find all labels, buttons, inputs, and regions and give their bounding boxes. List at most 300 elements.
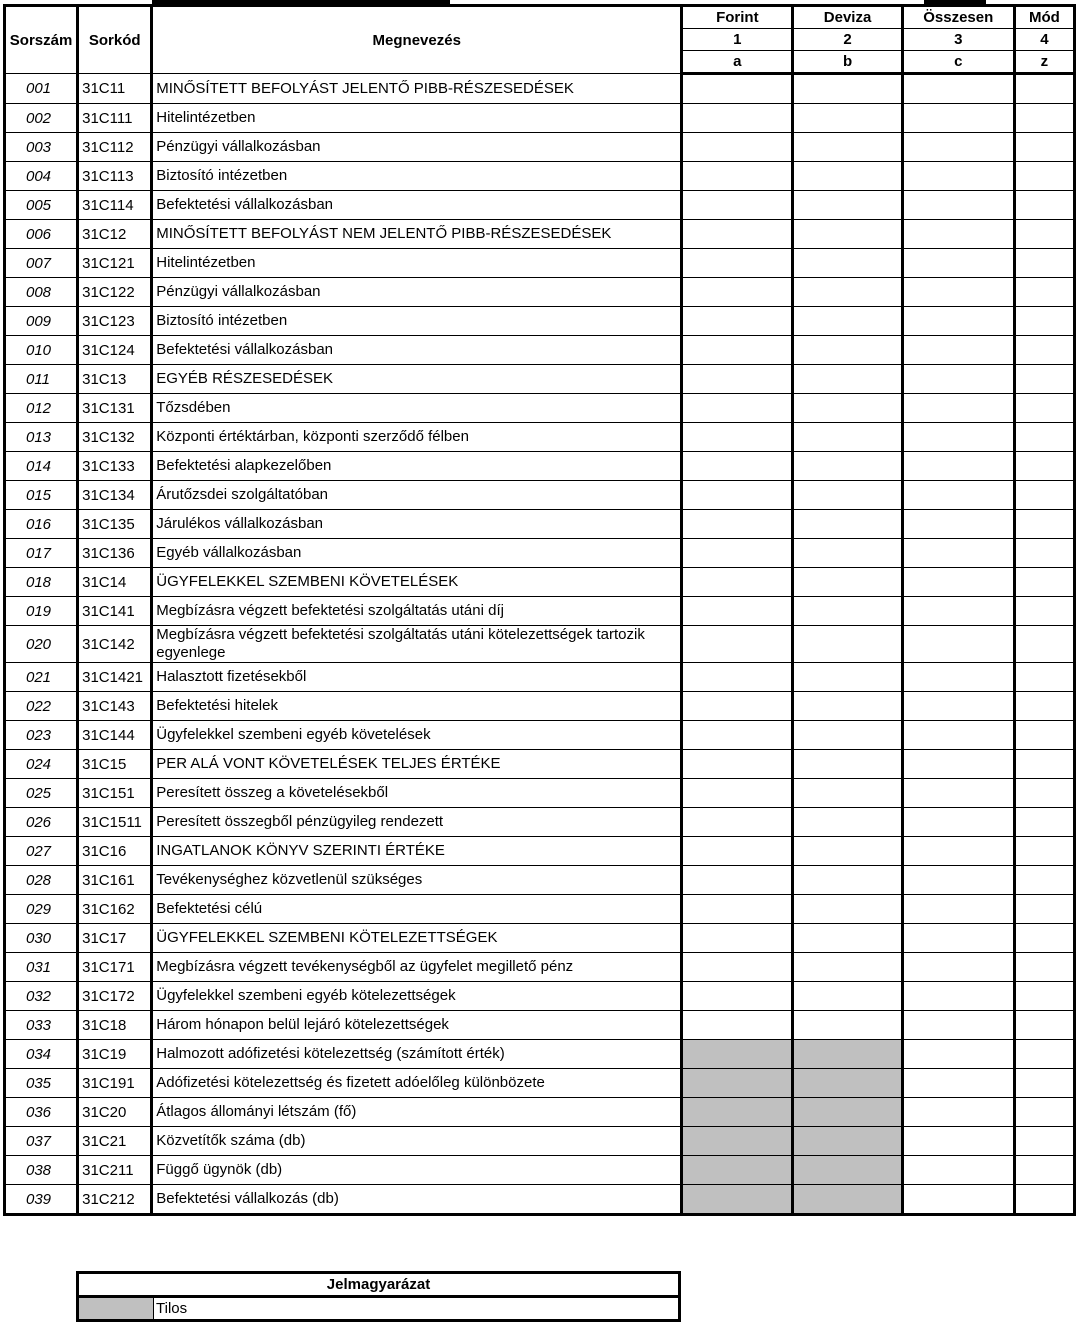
table-row [5,808,1075,837]
value-cell-forint[interactable] [682,808,793,837]
row-name: Biztosító intézetben [152,162,682,191]
row-code: 31C131 [78,394,152,423]
row-name: Közvetítők száma (db) [152,1127,682,1156]
row-number: 030 [5,924,78,953]
table-row [5,394,1075,423]
legend-table [76,1271,681,1322]
value-cell-deviza[interactable] [793,692,902,721]
value-cell-deviza [793,1069,902,1098]
value-cell-osszesen[interactable] [902,750,1014,779]
value-cell-mod[interactable] [1014,510,1074,539]
row-name: Pénzügyi vállalkozásban [152,278,682,307]
row-name: Függő ügynök (db) [152,1156,682,1185]
row-name: Biztosító intézetben [152,307,682,336]
value-cell-forint [682,1069,793,1098]
value-cell-mod[interactable] [1014,692,1074,721]
value-cell-osszesen[interactable] [902,394,1014,423]
table-row [5,568,1075,597]
value-cell-mod[interactable] [1014,779,1074,808]
column-number: 3 [902,29,1014,51]
value-cell-mod[interactable] [1014,808,1074,837]
value-cell-forint[interactable] [682,539,793,568]
row-code: 31C19 [78,1040,152,1069]
column-name-deviza: Deviza [793,6,902,29]
row-name: Halasztott fizetésekből [152,663,682,692]
row-number: 018 [5,568,78,597]
value-cell-osszesen[interactable] [902,721,1014,750]
value-cell-deviza[interactable] [793,779,902,808]
value-cell-deviza[interactable] [793,307,902,336]
column-code: z [1014,51,1074,74]
row-code: 31C121 [78,249,152,278]
value-cell-mod[interactable] [1014,481,1074,510]
row-number: 019 [5,597,78,626]
value-cell-osszesen[interactable] [902,1127,1014,1156]
value-cell-deviza[interactable] [793,982,902,1011]
value-cell-osszesen[interactable] [902,336,1014,365]
value-cell-forint[interactable] [682,336,793,365]
row-name: Hitelintézetben [152,104,682,133]
row-name: INGATLANOK KÖNYV SZERINTI ÉRTÉKE [152,837,682,866]
row-number: 036 [5,1098,78,1127]
value-cell-deviza[interactable] [793,597,902,626]
value-cell-osszesen[interactable] [902,1069,1014,1098]
row-code: 31C133 [78,452,152,481]
value-cell-deviza[interactable] [793,365,902,394]
value-cell-deviza[interactable] [793,866,902,895]
row-code: 31C142 [78,626,152,663]
value-cell-osszesen[interactable] [902,74,1014,104]
value-cell-mod[interactable] [1014,626,1074,663]
row-code: 31C172 [78,982,152,1011]
value-cell-deviza[interactable] [793,808,902,837]
value-cell-mod[interactable] [1014,924,1074,953]
row-name: Befektetési hitelek [152,692,682,721]
row-number: 033 [5,1011,78,1040]
row-code: 31C17 [78,924,152,953]
row-number: 026 [5,808,78,837]
value-cell-deviza[interactable] [793,394,902,423]
value-cell-forint[interactable] [682,249,793,278]
row-number: 025 [5,779,78,808]
table-row [5,597,1075,626]
table-row [5,307,1075,336]
row-code: 31C20 [78,1098,152,1127]
row-name: Befektetési vállalkozásban [152,191,682,220]
row-number: 029 [5,895,78,924]
value-cell-forint[interactable] [682,779,793,808]
row-name: Tevékenységhez közvetlenül szükséges [152,866,682,895]
value-cell-forint[interactable] [682,568,793,597]
value-cell-forint[interactable] [682,895,793,924]
value-cell-osszesen[interactable] [902,1098,1014,1127]
value-cell-osszesen[interactable] [902,895,1014,924]
header-sorkod: Sorkód [78,6,152,74]
value-cell-deviza[interactable] [793,133,902,162]
table-row [5,104,1075,133]
table-row [5,481,1075,510]
value-cell-forint [682,1098,793,1127]
value-cell-mod[interactable] [1014,423,1074,452]
row-code: 31C151 [78,779,152,808]
table-row [5,953,1075,982]
table-row [5,452,1075,481]
table-row [5,1185,1075,1215]
row-name: Befektetési vállalkozásban [152,336,682,365]
value-cell-deviza [793,1040,902,1069]
legend-title: Jelmagyarázat [78,1273,680,1297]
value-cell-mod[interactable] [1014,539,1074,568]
value-cell-mod[interactable] [1014,953,1074,982]
header-sorszam: Sorszám [5,6,78,74]
value-cell-deviza[interactable] [793,568,902,597]
table-row [5,365,1075,394]
value-cell-mod[interactable] [1014,597,1074,626]
value-cell-forint[interactable] [682,626,793,663]
value-cell-osszesen[interactable] [902,626,1014,663]
table-row [5,249,1075,278]
value-cell-osszesen[interactable] [902,1156,1014,1185]
value-cell-forint[interactable] [682,162,793,191]
value-cell-forint[interactable] [682,982,793,1011]
value-cell-mod[interactable] [1014,837,1074,866]
header-megnevezes: Megnevezés [152,6,682,74]
table-row [5,191,1075,220]
row-name: Három hónapon belül lejáró kötelezettségek [152,1011,682,1040]
value-cell-deviza[interactable] [793,423,902,452]
row-number: 012 [5,394,78,423]
row-code: 31C18 [78,1011,152,1040]
value-cell-deviza[interactable] [793,278,902,307]
row-name: Járulékos vállalkozásban [152,510,682,539]
row-number: 001 [5,74,78,104]
row-name: Pénzügyi vállalkozásban [152,133,682,162]
value-cell-forint[interactable] [682,133,793,162]
value-cell-forint[interactable] [682,721,793,750]
table-row [5,895,1075,924]
value-cell-mod[interactable] [1014,365,1074,394]
row-name: Megbízásra végzett befektetési szolgáltatás utáni kötelezettségek tartozik egyenlege [152,626,682,663]
value-cell-mod[interactable] [1014,866,1074,895]
legend-swatch [78,1297,154,1321]
row-name: Adófizetési kötelezettség és fizetett adóelőleg különbözete [152,1069,682,1098]
value-cell-mod[interactable] [1014,336,1074,365]
table-row [5,663,1075,692]
value-cell-deviza[interactable] [793,1011,902,1040]
value-cell-osszesen[interactable] [902,953,1014,982]
row-number: 032 [5,982,78,1011]
value-cell-deviza[interactable] [793,510,902,539]
row-code: 31C211 [78,1156,152,1185]
value-cell-deviza[interactable] [793,220,902,249]
row-name: Egyéb vállalkozásban [152,539,682,568]
value-cell-mod[interactable] [1014,568,1074,597]
value-cell-forint[interactable] [682,481,793,510]
table-row [5,1098,1075,1127]
value-cell-forint [682,1185,793,1215]
value-cell-deviza[interactable] [793,895,902,924]
table-row [5,750,1075,779]
table-row [5,133,1075,162]
value-cell-mod[interactable] [1014,1098,1074,1127]
value-cell-osszesen[interactable] [902,191,1014,220]
value-cell-osszesen[interactable] [902,510,1014,539]
row-number: 003 [5,133,78,162]
value-cell-deviza[interactable] [793,924,902,953]
value-cell-mod[interactable] [1014,750,1074,779]
value-cell-deviza [793,1098,902,1127]
value-cell-osszesen[interactable] [902,220,1014,249]
value-cell-forint [682,1040,793,1069]
column-number: 2 [793,29,902,51]
column-code: a [682,51,793,74]
table-body [5,74,1075,1215]
row-code: 31C191 [78,1069,152,1098]
value-cell-osszesen[interactable] [902,1185,1014,1215]
value-cell-mod[interactable] [1014,133,1074,162]
value-cell-forint[interactable] [682,452,793,481]
value-cell-forint[interactable] [682,866,793,895]
table-row [5,866,1075,895]
row-name: Befektetési alapkezelőben [152,452,682,481]
column-name-mod: Mód [1014,6,1074,29]
value-cell-osszesen[interactable] [902,162,1014,191]
row-number: 035 [5,1069,78,1098]
value-cell-mod[interactable] [1014,452,1074,481]
value-cell-forint[interactable] [682,278,793,307]
value-cell-osszesen[interactable] [902,779,1014,808]
row-name: Ügyfelekkel szembeni egyéb kötelezettségek [152,982,682,1011]
value-cell-osszesen[interactable] [902,866,1014,895]
value-cell-osszesen[interactable] [902,924,1014,953]
value-cell-mod[interactable] [1014,1040,1074,1069]
value-cell-mod[interactable] [1014,162,1074,191]
value-cell-deviza[interactable] [793,953,902,982]
value-cell-deviza [793,1185,902,1215]
value-cell-mod[interactable] [1014,895,1074,924]
row-code: 31C134 [78,481,152,510]
row-code: 31C136 [78,539,152,568]
row-code: 31C12 [78,220,152,249]
row-number: 016 [5,510,78,539]
value-cell-forint[interactable] [682,837,793,866]
value-cell-mod[interactable] [1014,249,1074,278]
value-cell-osszesen[interactable] [902,307,1014,336]
table-row [5,162,1075,191]
row-code: 31C144 [78,721,152,750]
row-number: 009 [5,307,78,336]
row-code: 31C21 [78,1127,152,1156]
row-code: 31C161 [78,866,152,895]
value-cell-osszesen[interactable] [902,597,1014,626]
value-cell-forint[interactable] [682,1011,793,1040]
row-code: 31C135 [78,510,152,539]
value-cell-deviza[interactable] [793,721,902,750]
row-name: Ügyfelekkel szembeni egyéb követelések [152,721,682,750]
row-name: Befektetési vállalkozás (db) [152,1185,682,1215]
row-name: Hitelintézetben [152,249,682,278]
row-code: 31C162 [78,895,152,924]
row-number: 006 [5,220,78,249]
row-code: 31C16 [78,837,152,866]
value-cell-osszesen[interactable] [902,365,1014,394]
value-cell-mod[interactable] [1014,394,1074,423]
row-code: 31C13 [78,365,152,394]
table-row [5,692,1075,721]
row-code: 31C171 [78,953,152,982]
row-name: Befektetési célú [152,895,682,924]
value-cell-mod[interactable] [1014,663,1074,692]
row-code: 31C11 [78,74,152,104]
table-row [5,779,1075,808]
value-cell-forint[interactable] [682,692,793,721]
row-number: 038 [5,1156,78,1185]
row-number: 023 [5,721,78,750]
value-cell-osszesen[interactable] [902,278,1014,307]
value-cell-deviza[interactable] [793,626,902,663]
row-number: 024 [5,750,78,779]
value-cell-deviza[interactable] [793,191,902,220]
table-row [5,336,1075,365]
value-cell-mod[interactable] [1014,191,1074,220]
value-cell-deviza[interactable] [793,162,902,191]
row-code: 31C114 [78,191,152,220]
row-code: 31C111 [78,104,152,133]
value-cell-mod[interactable] [1014,1127,1074,1156]
value-cell-osszesen[interactable] [902,104,1014,133]
value-cell-osszesen[interactable] [902,982,1014,1011]
row-code: 31C122 [78,278,152,307]
value-cell-mod[interactable] [1014,1156,1074,1185]
row-number: 027 [5,837,78,866]
table-row [5,626,1075,663]
row-number: 007 [5,249,78,278]
row-number: 008 [5,278,78,307]
value-cell-deviza[interactable] [793,74,902,104]
legend-label: Tilos [154,1297,680,1321]
value-cell-deviza[interactable] [793,104,902,133]
value-cell-deviza[interactable] [793,249,902,278]
value-cell-forint[interactable] [682,104,793,133]
row-number: 002 [5,104,78,133]
value-cell-mod[interactable] [1014,1069,1074,1098]
row-code: 31C1511 [78,808,152,837]
column-name-osszesen: Összesen [902,6,1014,29]
value-cell-forint[interactable] [682,365,793,394]
row-number: 031 [5,953,78,982]
value-cell-mod[interactable] [1014,74,1074,104]
value-cell-deviza[interactable] [793,837,902,866]
row-code: 31C141 [78,597,152,626]
row-code: 31C112 [78,133,152,162]
row-code: 31C113 [78,162,152,191]
row-name: Átlagos állományi létszám (fő) [152,1098,682,1127]
report-table [3,4,1076,1216]
value-cell-forint[interactable] [682,510,793,539]
row-number: 037 [5,1127,78,1156]
value-cell-osszesen[interactable] [902,452,1014,481]
row-code: 31C143 [78,692,152,721]
value-cell-osszesen[interactable] [902,249,1014,278]
value-cell-deviza [793,1156,902,1185]
row-name: Központi értéktárban, központi szerződő félben [152,423,682,452]
value-cell-deviza[interactable] [793,663,902,692]
value-cell-osszesen[interactable] [902,808,1014,837]
value-cell-forint[interactable] [682,924,793,953]
value-cell-mod[interactable] [1014,104,1074,133]
value-cell-forint[interactable] [682,423,793,452]
table-row [5,423,1075,452]
table-row [5,539,1075,568]
value-cell-forint[interactable] [682,597,793,626]
value-cell-deviza[interactable] [793,539,902,568]
table-row [5,1127,1075,1156]
table-row [5,1156,1075,1185]
row-number: 021 [5,663,78,692]
column-number: 4 [1014,29,1074,51]
row-name: ÜGYFELEKKEL SZEMBENI KÖTELEZETTSÉGEK [152,924,682,953]
value-cell-deviza[interactable] [793,750,902,779]
row-number: 022 [5,692,78,721]
value-cell-forint[interactable] [682,750,793,779]
value-cell-osszesen[interactable] [902,837,1014,866]
row-name: Megbízásra végzett befektetési szolgáltatás utáni díj [152,597,682,626]
column-code: b [793,51,902,74]
row-number: 010 [5,336,78,365]
table-row [5,278,1075,307]
value-cell-osszesen[interactable] [902,423,1014,452]
row-number: 011 [5,365,78,394]
value-cell-forint[interactable] [682,220,793,249]
column-number: 1 [682,29,793,51]
value-cell-osszesen[interactable] [902,663,1014,692]
value-cell-forint[interactable] [682,74,793,104]
value-cell-osszesen[interactable] [902,692,1014,721]
value-cell-osszesen[interactable] [902,133,1014,162]
row-code: 31C132 [78,423,152,452]
value-cell-mod[interactable] [1014,982,1074,1011]
value-cell-osszesen[interactable] [902,568,1014,597]
value-cell-mod[interactable] [1014,1185,1074,1215]
value-cell-forint[interactable] [682,663,793,692]
table-row [5,74,1075,104]
value-cell-mod[interactable] [1014,307,1074,336]
value-cell-forint[interactable] [682,307,793,336]
row-name: MINŐSÍTETT BEFOLYÁST JELENTŐ PIBB-RÉSZESEDÉSEK [152,74,682,104]
value-cell-forint[interactable] [682,953,793,982]
value-cell-forint [682,1127,793,1156]
row-name: Tőzsdében [152,394,682,423]
value-cell-deviza[interactable] [793,336,902,365]
table-row [5,1011,1075,1040]
value-cell-osszesen[interactable] [902,539,1014,568]
value-cell-osszesen[interactable] [902,1011,1014,1040]
row-name: EGYÉB RÉSZESEDÉSEK [152,365,682,394]
table-row [5,1069,1075,1098]
value-cell-osszesen[interactable] [902,1040,1014,1069]
value-cell-mod[interactable] [1014,721,1074,750]
column-name-forint: Forint [682,6,793,29]
value-cell-mod[interactable] [1014,278,1074,307]
row-number: 034 [5,1040,78,1069]
value-cell-mod[interactable] [1014,220,1074,249]
value-cell-mod[interactable] [1014,1011,1074,1040]
value-cell-deviza[interactable] [793,452,902,481]
value-cell-forint[interactable] [682,191,793,220]
value-cell-forint[interactable] [682,394,793,423]
value-cell-osszesen[interactable] [902,481,1014,510]
value-cell-deviza[interactable] [793,481,902,510]
